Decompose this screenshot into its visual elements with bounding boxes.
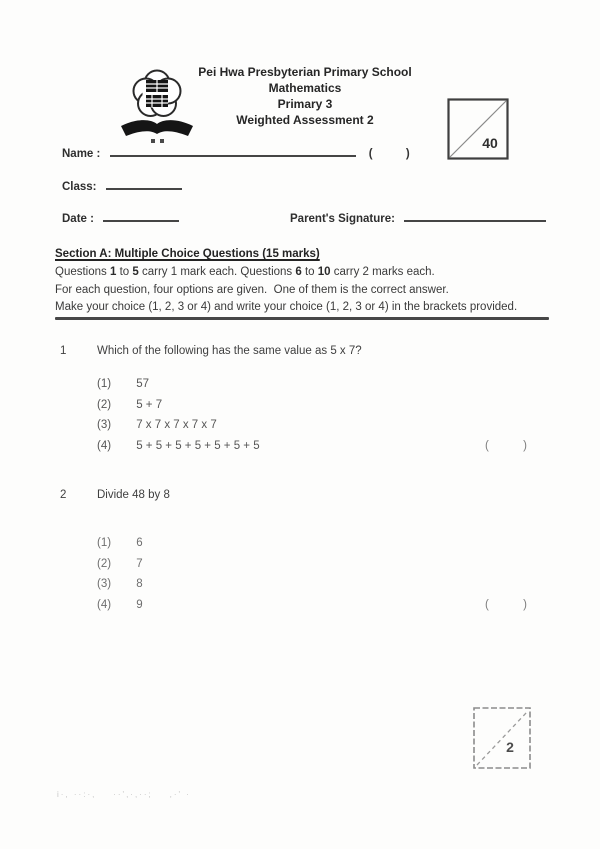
page-box-diagonal-line — [477, 712, 527, 765]
name-label: Name : — [62, 148, 101, 160]
option-row — [97, 415, 535, 436]
question-1 — [60, 345, 535, 456]
date-row — [62, 208, 552, 225]
level-title: Primary 3 — [277, 97, 333, 111]
question-number: 1 — [60, 345, 67, 357]
answer-brackets — [485, 436, 527, 457]
subject-title: Mathematics — [268, 81, 342, 95]
score-total: 40 — [482, 135, 498, 151]
school-name: Pei Hwa Presbyterian Primary School — [198, 65, 412, 79]
option-value: 7 — [136, 557, 143, 570]
section-a-title: Section A: Multiple Choice Questions (15 marks) — [55, 248, 320, 260]
parent-signature-line — [404, 208, 546, 222]
option-row — [97, 395, 535, 416]
option-label: (3) — [97, 578, 112, 591]
option-row — [97, 554, 535, 575]
option-label: (2) — [97, 398, 112, 411]
name-answer-line — [110, 143, 356, 157]
crest-book-icon — [121, 120, 193, 136]
question-2-options — [60, 533, 535, 615]
section-a-instructions — [55, 246, 555, 316]
option-row — [97, 574, 535, 595]
question-2 — [60, 489, 535, 615]
option-value: 9 — [136, 598, 143, 611]
section-divider-line — [55, 317, 549, 320]
option-value: 5 + 7 — [136, 398, 163, 411]
question-1-options — [60, 374, 535, 456]
option-row — [97, 436, 535, 457]
option-label: (4) — [97, 439, 112, 452]
index-bracket-open: ( — [368, 148, 373, 160]
option-row — [97, 533, 535, 554]
option-value: 6 — [136, 537, 143, 549]
score-box — [447, 98, 509, 160]
answer-bracket-close: ) — [523, 439, 527, 452]
option-row — [97, 595, 535, 616]
assessment-title: Weighted Assessment 2 — [236, 113, 374, 127]
index-bracket-close: ) — [405, 148, 410, 160]
question-text: Which of the following has the same value as 5 x 7? — [97, 345, 362, 357]
date-answer-line — [103, 208, 179, 222]
option-label: (1) — [97, 378, 112, 390]
option-value: 7 x 7 x 7 x 7 x 7 — [136, 419, 217, 432]
class-row — [62, 176, 182, 193]
option-value: 8 — [136, 578, 143, 591]
answer-bracket-open: ( — [485, 439, 489, 452]
parent-signature — [290, 208, 546, 225]
name-row — [62, 143, 410, 160]
instruction-line-2: For each question, four options are given. One of them is the correct answer. — [55, 283, 449, 296]
answer-bracket-close: ) — [523, 598, 527, 611]
instruction-line-1: Questions 1 to 5 carry 1 mark each. Questions 6 to 10 carry 2 marks each. — [55, 266, 435, 279]
question-2-head — [60, 489, 535, 501]
question-text: Divide 48 by 8 — [97, 489, 170, 501]
answer-bracket-open: ( — [485, 598, 489, 611]
option-row — [97, 374, 535, 395]
paper-header — [188, 64, 422, 128]
class-label: Class: — [62, 181, 97, 193]
date-label: Date : — [62, 213, 94, 225]
option-value: 57 — [136, 378, 149, 390]
option-value: 5 + 5 + 5 + 5 + 5 + 5 + 5 — [136, 439, 260, 452]
option-label: (1) — [97, 537, 112, 549]
instruction-line-3: Make your choice (1, 2, 3 or 4) and write your choice (1, 2, 3 or 4) in the brackets provided. — [55, 300, 518, 313]
option-label: (2) — [97, 557, 112, 570]
footer-text: i·, ··:·, ··',·,··; ,·' · — [57, 790, 191, 799]
option-label: (4) — [97, 598, 112, 611]
option-label: (3) — [97, 419, 112, 432]
class-answer-line — [106, 176, 182, 190]
page-number: 2 — [506, 739, 514, 755]
page-number-box — [472, 706, 532, 770]
question-1-head — [60, 345, 535, 357]
parent-signature-label: Parent's Signature: — [290, 213, 395, 225]
answer-brackets — [485, 595, 527, 616]
question-number: 2 — [60, 489, 67, 501]
